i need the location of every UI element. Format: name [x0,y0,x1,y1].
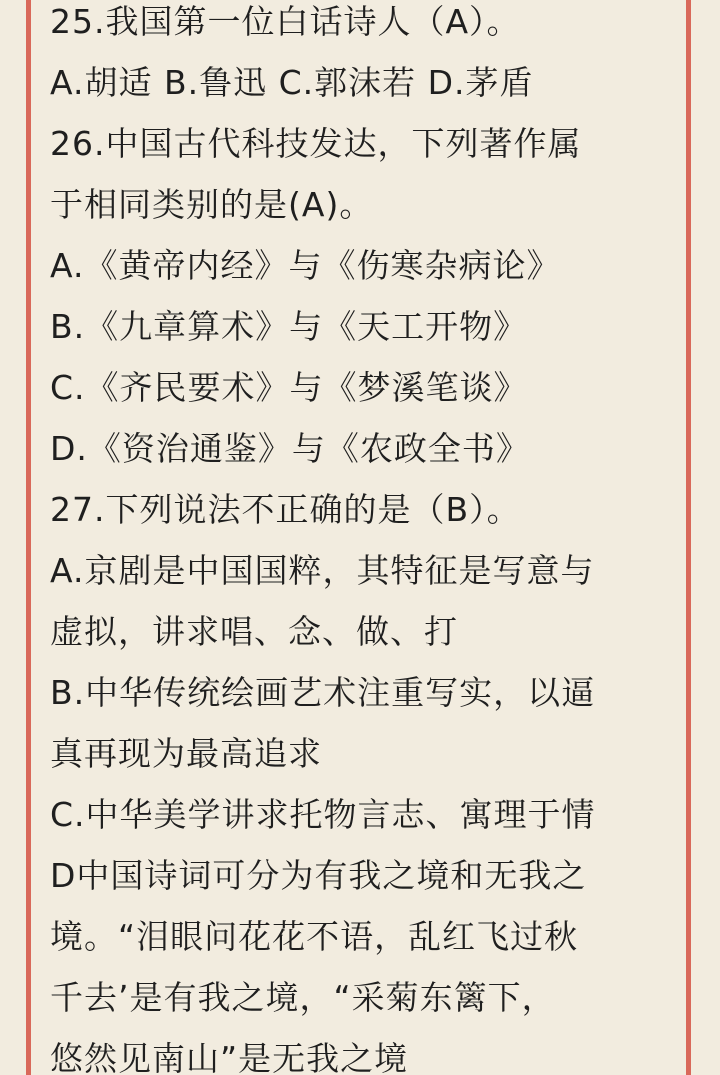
question-27-option-c: C.中华美学讲求托物言志、寓理于情 [50,795,596,834]
question-27-option-d-line-3: 千去’是有我之境，“采菊东篱下， [50,978,556,1017]
question-27-stem: 27.下列说法不正确的是（B）。 [50,490,521,529]
question-27-option-b-line-2: 真再现为最高追求 [50,734,322,773]
question-26-option-c: C.《齐民要术》与《梦溪笔谈》 [50,368,528,407]
question-26-option-a: A.《黄帝内经》与《伤寒杂病论》 [50,246,561,285]
left-margin-rule [26,0,31,1075]
question-27-option-a-line-2: 虚拟，讲求唱、念、做、打 [50,612,458,651]
question-text-block [50,0,680,1075]
question-27-option-d-line-4: 悠然见南山”是无我之境 [50,1039,409,1075]
question-26-option-b: B.《九章算术》与《天工开物》 [50,307,528,346]
question-26-stem-line-2: 于相同类别的是(A)。 [50,185,374,224]
question-26-option-d: D.《资治通鉴》与《农政全书》 [50,429,530,468]
question-25-stem: 25.我国第一位白话诗人（A）。 [50,2,521,41]
question-27-option-d-line-2: 境。“泪眼问花花不语，乱红飞过秋 [50,917,579,956]
question-25-options: A.胡适 B.鲁迅 C.郭沫若 D.茅盾 [50,63,534,102]
right-margin-rule [686,0,691,1075]
question-26-stem-line-1: 26.中国古代科技发达，下列著作属 [50,124,582,163]
question-27-option-d-line-1: D中国诗词可分为有我之境和无我之 [50,856,587,895]
question-27-option-a-line-1: A.京剧是中国国粹，其特征是写意与 [50,551,595,590]
question-27-option-b-line-1: B.中华传统绘画艺术注重写实，以逼 [50,673,596,712]
